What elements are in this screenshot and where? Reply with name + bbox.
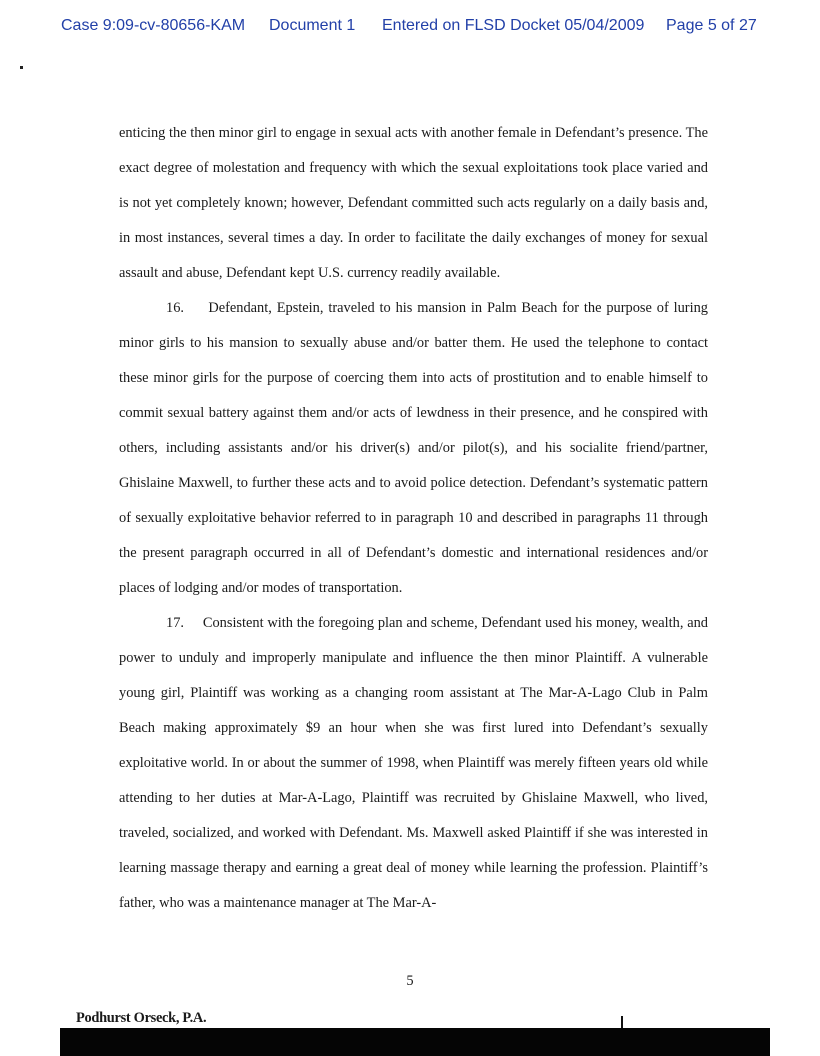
text-line: years old while attending to her duties at Mar-A-Lago, Plaintiff was recruited by Ghislaine	[119, 755, 708, 806]
paragraph	[119, 116, 708, 291]
text-line: friend/partner, Ghislaine Maxwell, to further these acts and to avoid police detection.	[119, 440, 708, 491]
scan-mark	[20, 66, 23, 69]
text-line: Maxwell, who lived, traveled, socialized, and worked with Defendant. Ms. Maxwell asked	[119, 790, 708, 841]
document-body	[119, 116, 708, 921]
scan-bar	[60, 1028, 770, 1056]
text-line: contact these minor girls for the purpose of coercing them into acts of prostitution and to enable	[119, 335, 708, 386]
page-indicator: Page 5 of 27	[666, 17, 757, 34]
text-line: himself to commit sexual battery against them and/or acts of lewdness in their presence, and he	[119, 370, 708, 421]
text-line: Plaintiff if she was interested in learning massage therapy and earning a great deal of money	[119, 825, 708, 876]
text-line: 17. Consistent with the foregoing plan and scheme, Defendant used his money,	[166, 615, 638, 631]
text-line: A vulnerable young girl, Plaintiff was working as a changing room assistant at The Mar-A-Lago	[119, 650, 708, 701]
law-firm-footer: Podhurst Orseck, P.A.	[76, 1010, 207, 1026]
text-line: luring minor girls to his mansion to sexually abuse and/or batter them. He used the telephone to	[119, 300, 708, 351]
document-number: Document 1	[269, 17, 356, 34]
page-number: 5	[406, 973, 414, 989]
text-line: took place varied and is not yet completely known; however, Defendant committed such acts	[119, 160, 708, 211]
text-line: conspired with others, including assistants and/or his driver(s) and/or pilot(s), and his socialite	[119, 405, 708, 456]
text-line: regularly on a daily basis and, in most instances, several times a day. In order to facilitate the	[119, 195, 709, 246]
case-number: Case 9:09-cv-80656-KAM	[61, 17, 246, 34]
text-line: described in paragraphs 11 through the present paragraph occurred in all of Defendant’s	[119, 510, 708, 561]
text-line: wealth, and power to unduly and improperly manipulate and influence the then minor Plaintiff.	[119, 615, 708, 666]
text-line: while learning the profession. Plaintiff’s father, who was a maintenance manager at The Mar-A-	[119, 860, 708, 911]
docket-entry: Entered on FLSD Docket 05/04/2009	[382, 17, 645, 34]
text-line: 16. Defendant, Epstein, traveled to his mansion in Palm Beach for the purpose of	[166, 300, 669, 316]
text-line: Defendant’s systematic pattern of sexually exploitative behavior referred to in paragraph 10 and	[119, 475, 708, 526]
text-line: domestic and international residences and/or places of lodging and/or modes of transportation.	[119, 545, 708, 596]
text-line: enticing the then minor girl to engage in sexual acts with another female in Defendant’s	[119, 125, 625, 141]
text-line: sexually exploitative world. In or about the summer of 1998, when Plaintiff was merely fifteen	[119, 720, 708, 771]
docket-header	[0, 17, 820, 39]
text-line: available.	[444, 265, 501, 281]
text-line: daily exchanges of money for sexual assault and abuse, Defendant kept U.S. currency readily	[119, 230, 709, 281]
text-line: presence. The exact degree of molestation and frequency with which the sexual exploitations	[119, 125, 708, 176]
paragraph	[119, 606, 708, 921]
paragraph	[119, 291, 708, 606]
text-line: Club in Palm Beach making approximately $9 an hour when she was first lured into Defendant’s	[119, 685, 708, 736]
